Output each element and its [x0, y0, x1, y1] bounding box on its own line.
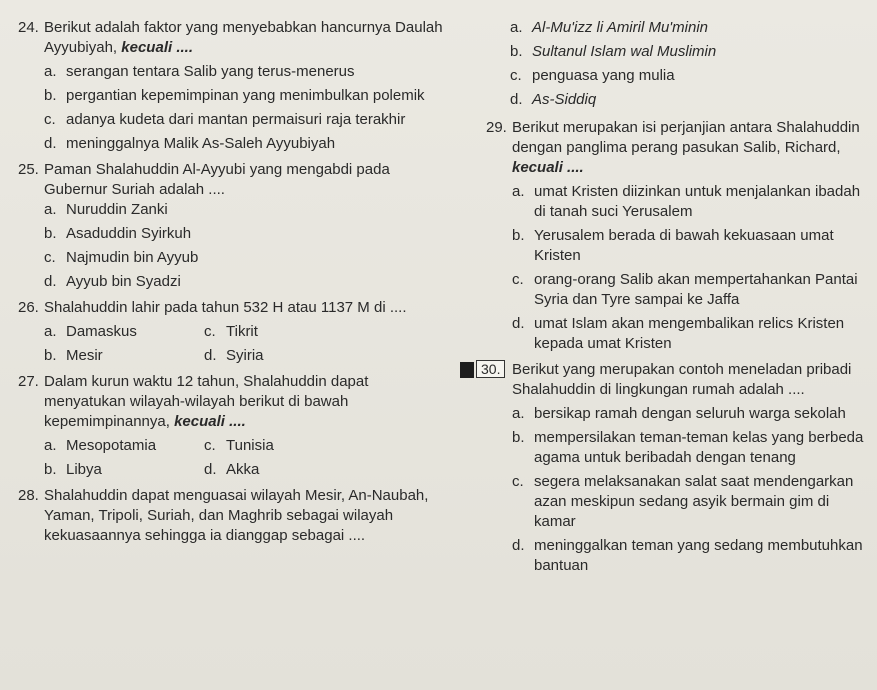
- option-c: c. Tunisia: [204, 437, 274, 454]
- option-d: d. umat Islam akan mengembalikan relics Kristen kepada umat Kristen: [512, 315, 845, 352]
- option-d: d. Ayyub bin Syadzi: [44, 273, 181, 290]
- option-a: a. serangan tentara Salib yang terus-menerus: [44, 63, 355, 80]
- question-stem: Berikut adalah faktor yang menyebabkan hancurnya Daulah Ayyubiyah, kecuali ....: [44, 19, 443, 56]
- right-column: [481, 18, 866, 576]
- option-b: b. Asaduddin Syirkuh: [44, 225, 192, 242]
- question-24: [18, 18, 448, 154]
- question-stem: Paman Shalahuddin Al-Ayyubi yang mengabdi pada Gubernur Suriah adalah ....: [44, 161, 390, 198]
- question-25: [18, 160, 448, 292]
- question-number: 25.: [18, 161, 39, 178]
- option-a: a. umat Kristen diizinkan untuk menjalankan ibadah di tanah suci Yerusalem: [512, 183, 861, 220]
- option-b: b. Yerusalem berada di bawah kekuasaan umat Kristen: [512, 227, 834, 264]
- question-stem: Dalam kurun waktu 12 tahun, Shalahuddin dapat menyatukan wilayah-wilayah berikut di bawah kepemimpinannya, kecuali ....: [44, 373, 369, 430]
- option-a: a. Nuruddin Zanki: [44, 201, 168, 218]
- question-stem: Shalahuddin dapat menguasai wilayah Mesir, An-Naubah, Yaman, Tripoli, Suriah, dan Maghrib sebagai wilayah kekuasaannya sehingga ia dianggap sebagai ....: [44, 487, 429, 544]
- kecuali-label: kecuali ....: [512, 159, 584, 176]
- question-number: 29.: [486, 119, 507, 136]
- option-c: c. segera melaksanakan salat saat mendengarkan azan meskipun sedang asyik bermain gim di kamar: [512, 473, 854, 530]
- question-26: [18, 298, 448, 366]
- option-b: b. Libya: [44, 461, 102, 478]
- option-c: c. adanya kudeta dari mantan permaisuri raja terakhir: [44, 111, 406, 128]
- question-30: [460, 360, 866, 576]
- option-d: d. Akka: [204, 461, 260, 478]
- kecuali-label: kecuali ....: [121, 39, 193, 56]
- option-a: a. bersikap ramah dengan seluruh warga sekolah: [512, 405, 846, 422]
- left-column: [18, 18, 448, 546]
- question-27: [18, 372, 448, 480]
- option-a: a. Al-Mu'izz li Amiril Mu'minin: [510, 19, 709, 36]
- option-d: d. meninggalkan teman yang sedang membutuhkan bantuan: [512, 537, 863, 574]
- question-stem: Shalahuddin lahir pada tahun 532 H atau 1137 M di ....: [44, 299, 407, 316]
- option-d: d. As-Siddiq: [510, 91, 597, 108]
- option-c: c. Najmudin bin Ayyub: [44, 249, 199, 266]
- option-c: c. orang-orang Salib akan mempertahankan Pantai Syria dan Tyre sampai ke Jaffa: [512, 271, 858, 308]
- kecuali-label: kecuali ....: [174, 413, 246, 430]
- question-stem: Berikut merupakan isi perjanjian antara Shalahuddin dengan panglima perang pasukan Salib, Richard, kecuali ....: [512, 119, 860, 176]
- option-c: c. Tikrit: [204, 323, 258, 340]
- question-number: 27.: [18, 373, 39, 390]
- option-a: a. Damaskus: [44, 323, 137, 340]
- option-b: b. Mesir: [44, 347, 103, 364]
- question-number-badge: 30.: [460, 360, 512, 400]
- question-stem: Berikut yang merupakan contoh meneladan pribadi Shalahuddin di lingkungan rumah adalah ....: [512, 361, 852, 398]
- question-number: 26.: [18, 299, 39, 316]
- option-b: b. pergantian kepemimpinan yang menimbulkan polemik: [44, 87, 425, 104]
- option-b: b. Sultanul Islam wal Muslimin: [510, 43, 717, 60]
- question-number: 24.: [18, 19, 39, 36]
- question-28: [18, 486, 448, 546]
- question-28-options: [486, 18, 866, 110]
- question-29: [486, 118, 866, 354]
- option-c: c. penguasa yang mulia: [510, 67, 675, 84]
- question-number: 28.: [18, 487, 39, 504]
- option-a: a. Mesopotamia: [44, 437, 157, 454]
- option-b: b. mempersilakan teman-teman kelas yang berbeda agama untuk beribadah dengan tenang: [512, 429, 864, 466]
- option-d: d. meninggalnya Malik As-Saleh Ayyubiyah: [44, 135, 336, 152]
- highlight-mark-icon: [460, 362, 474, 378]
- option-d: d. Syiria: [204, 347, 264, 364]
